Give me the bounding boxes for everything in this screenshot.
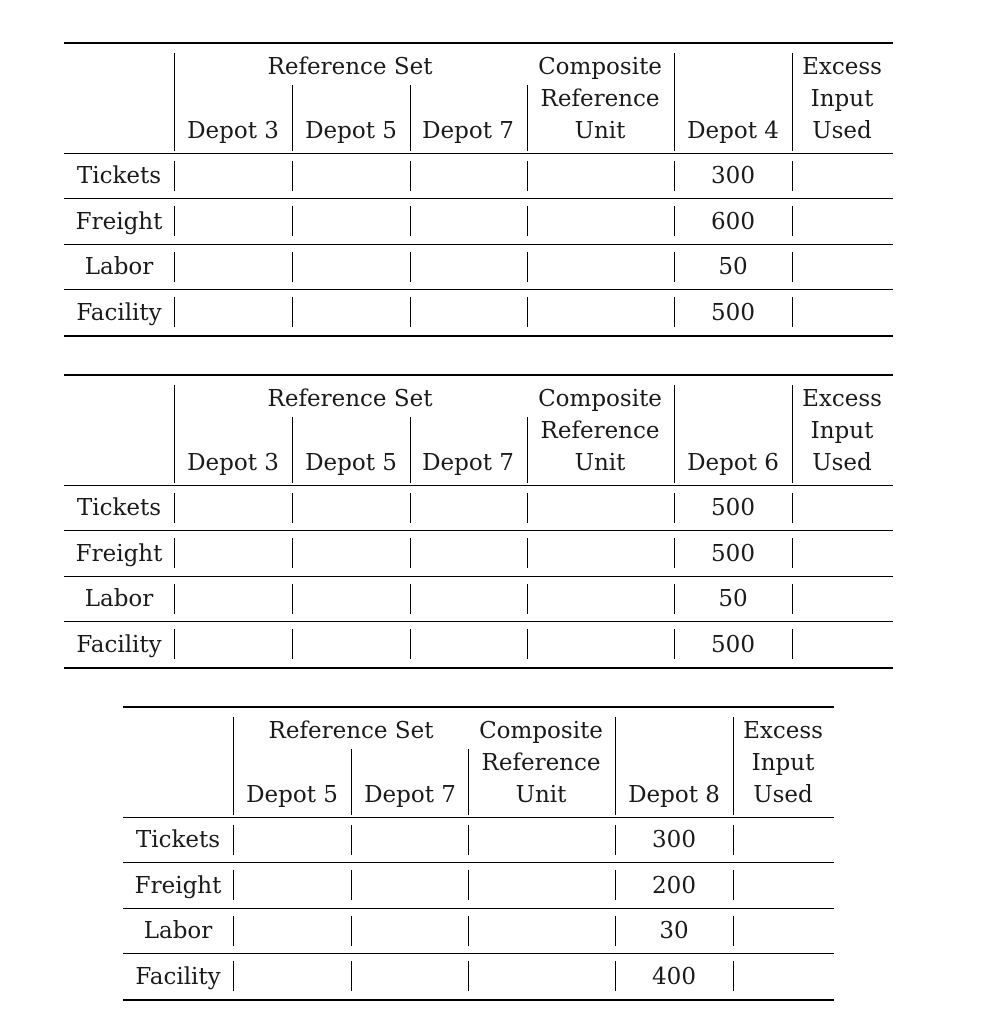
row-rule [123,953,834,954]
reference-depot-header: Depot 3 [187,450,279,476]
row-label: Labor [84,254,154,280]
row-rule [64,621,893,622]
row-rule [64,576,893,577]
row-label: Facility [76,632,162,658]
composite-label-line-2: Reference [540,418,660,444]
target-value: 500 [711,632,755,658]
reference-depot-header: Depot 3 [187,118,279,144]
target-value: 600 [711,209,755,235]
row-label: Tickets [76,495,162,521]
reference-depot-header: Depot 7 [364,782,456,808]
bottom-rule [64,335,893,337]
table-depot-6 [64,374,893,670]
row-label: Freight [75,209,163,235]
target-depot-header: Depot 8 [628,782,720,808]
header-rule [123,817,834,818]
row-label: Freight [134,873,222,899]
composite-label-line-1: Composite [538,386,662,412]
bottom-rule [123,999,834,1001]
target-value: 50 [718,254,748,280]
target-value: 400 [652,964,696,990]
row-label: Labor [84,586,154,612]
target-value: 50 [718,586,748,612]
excess-label-line-2: Input [751,750,815,776]
excess-label-line-2: Input [810,86,874,112]
row-label: Tickets [135,827,221,853]
composite-label-line-2: Reference [481,750,601,776]
composite-label-line-3: Unit [574,118,626,144]
reference-depot-header: Depot 7 [422,450,514,476]
row-label: Labor [143,918,213,944]
row-rule [64,289,893,290]
row-rule [64,198,893,199]
row-rule [123,862,834,863]
table-depot-4 [64,42,893,338]
reference-depot-header: Depot 5 [305,450,397,476]
composite-label-line-3: Unit [515,782,567,808]
header-rule [64,153,893,154]
top-rule [64,42,893,44]
top-rule [123,706,834,708]
reference-set-label: Reference Set [267,386,433,412]
target-depot-header: Depot 4 [687,118,779,144]
reference-set-label: Reference Set [268,718,434,744]
row-label: Facility [76,300,162,326]
target-value: 500 [711,541,755,567]
header-rule [64,485,893,486]
reference-set-label: Reference Set [267,54,433,80]
excess-label-line-3: Used [812,450,872,476]
target-depot-header: Depot 6 [687,450,779,476]
row-rule [64,530,893,531]
top-rule [64,374,893,376]
composite-label-line-1: Composite [479,718,603,744]
row-rule [64,244,893,245]
target-value: 500 [711,300,755,326]
excess-label-line-2: Input [810,418,874,444]
target-value: 30 [659,918,689,944]
bottom-rule [64,667,893,669]
row-rule [123,908,834,909]
target-value: 200 [652,873,696,899]
excess-label-line-1: Excess [802,386,882,412]
excess-label-line-3: Used [812,118,872,144]
reference-depot-header: Depot 5 [246,782,338,808]
composite-label-line-2: Reference [540,86,660,112]
excess-label-line-3: Used [753,782,813,808]
row-label: Facility [135,964,221,990]
target-value: 300 [652,827,696,853]
target-value: 300 [711,163,755,189]
excess-label-line-1: Excess [743,718,823,744]
composite-label-line-3: Unit [574,450,626,476]
table-depot-8 [123,706,834,1002]
target-value: 500 [711,495,755,521]
reference-depot-header: Depot 5 [305,118,397,144]
reference-depot-header: Depot 7 [422,118,514,144]
row-label: Freight [75,541,163,567]
composite-label-line-1: Composite [538,54,662,80]
row-label: Tickets [76,163,162,189]
excess-label-line-1: Excess [802,54,882,80]
